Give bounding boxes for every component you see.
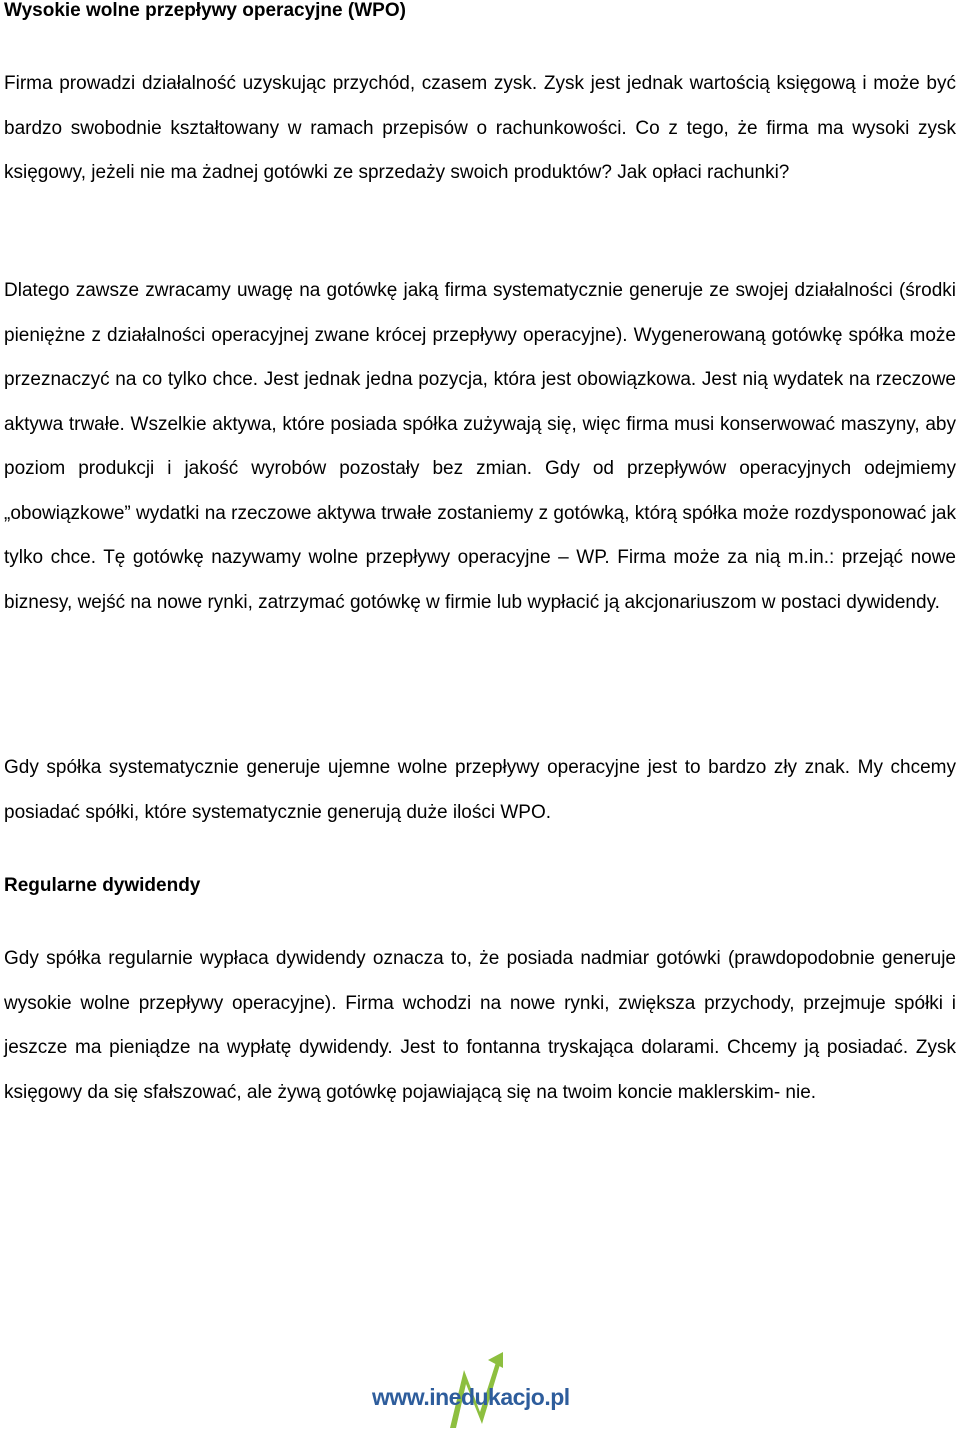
paragraph-ujemne-wpo: Gdy spółka systematycznie generuje ujemne wolne przepływy operacyjne jest to bardzo zły znak. My chcemy posiadać spółki, które systematycznie generują duże ilości WPO. bbox=[4, 757, 956, 823]
section-heading-wpo: Wysokie wolne przepływy operacyjne (WPO) bbox=[4, 0, 406, 21]
site-logo bbox=[372, 1350, 582, 1430]
paragraph-gotowka: Dlatego zawsze zwracamy uwagę na gotówkę jaką firma systematycznie generuje ze swojej działalności (środki pieniężne z działalności operacyjnej zwane krócej przepływy operacyjne). Wygenerowaną gotówkę spółka może przeznaczyć na co tylko chce. Jest jednak jedna pozycja, która jest obowiązkowa. Jest nią wydatek na rzeczowe aktywa trwałe. Wszelkie aktywa, które posiada spółka zużywają się, więc firma musi konserwować maszyny, aby poziom produkcji i jakość wyrobów pozostały bez zmian. Gdy od przepływów operacyjnych odejmiemy „obowiązkowe” wydatki na rzeczowe aktywa trwałe zostaniemy z gotówką, którą spółka może rozdysponować jak tylko chce. Tę gotówkę nazywamy wolne przepływy operacyjne – WP. Firma może za nią m.in.: przejąć nowe biznesy, wejść na nowe rynki, zatrzymać gotówkę w firmie lub wypłacić ją akcjonariuszom w postaci dywidendy. bbox=[4, 280, 956, 613]
section-heading-dywidendy: Regularne dywidendy bbox=[4, 875, 201, 896]
logo-url-text: www.inedukacjo.pl bbox=[372, 1384, 570, 1410]
paragraph-zysk: Firma prowadzi działalność uzyskując przychód, czasem zysk. Zysk jest jednak wartością księgową i może być bardzo swobodnie kształtowany w ramach przepisów o rachunkowości. Co z tego, że firma ma wysoki zysk księgowy, jeżeli nie ma żadnej gotówki ze sprzedaży swoich produktów? Jak opłaci rachunki? bbox=[4, 73, 956, 183]
paragraph-dywidendy: Gdy spółka regularnie wypłaca dywidendy oznacza to, że posiada nadmiar gotówki (prawdopodobnie generuje wysokie wolne przepływy operacyjne). Firma wchodzi na nowe rynki, zwiększa przychody, przejmuje spółki i jeszcze ma pieniądze na wypłatę dywidendy. Jest to fontanna tryskająca dolarami. Chcemy ją posiadać. Zysk księgowy da się sfałszować, ale żywą gotówkę pojawiającą się na twoim koncie maklerskim- nie. bbox=[4, 948, 956, 1103]
